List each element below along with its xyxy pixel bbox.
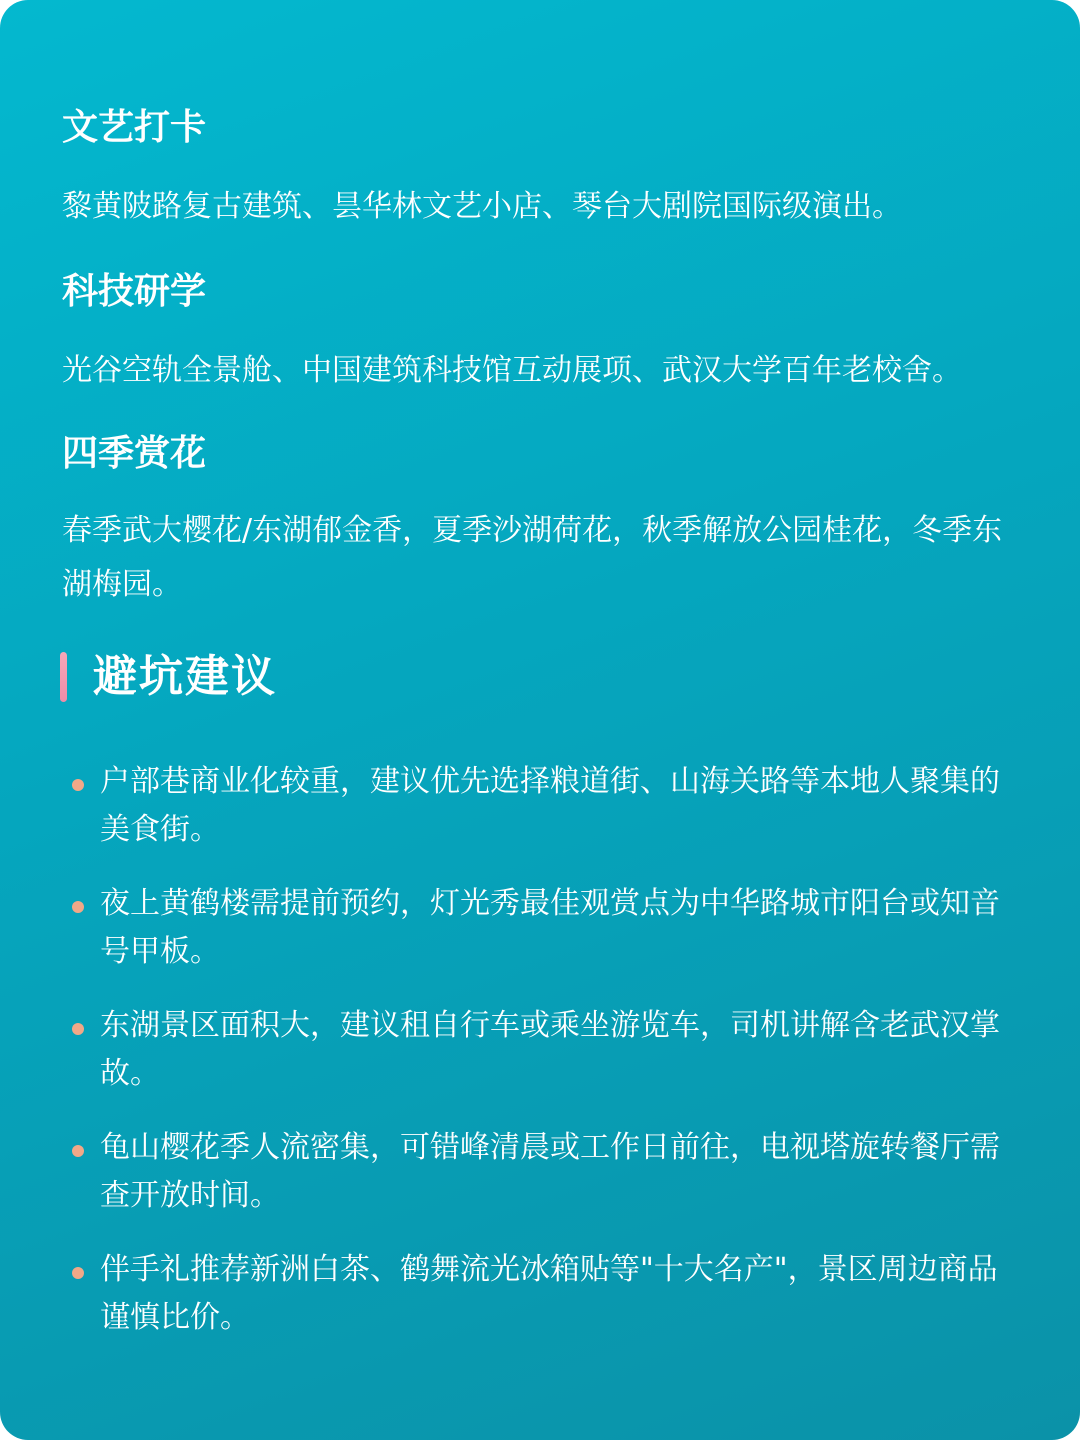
tip-item — [72, 1246, 1022, 1342]
section-title-tech: 科技研学 — [62, 271, 207, 312]
section-body-tech: 光谷空轨全景舱、中国建筑科技馆互动展项、武汉大学百年老校舍。 — [62, 353, 962, 388]
bullet-dot-icon — [72, 901, 84, 913]
tips-heading — [60, 648, 277, 706]
tip-text: 龟山樱花季人流密集，可错峰清晨或工作日前往，电视塔旋转餐厅需查开放时间。 — [100, 1130, 1000, 1213]
accent-bar — [60, 652, 67, 702]
section-body-arts: 黎黄陂路复古建筑、昙华林文艺小店、琴台大剧院国际级演出。 — [62, 189, 902, 224]
tip-text: 东湖景区面积大，建议租自行车或乘坐游览车，司机讲解含老武汉掌故。 — [100, 1008, 1000, 1091]
tip-item — [72, 1124, 1022, 1220]
bullet-dot-icon — [72, 1145, 84, 1157]
section-body-flowers: 春季武大樱花/东湖郁金香，夏季沙湖荷花，秋季解放公园桂花，冬季东湖梅园。 — [62, 513, 1003, 602]
tip-text: 户部巷商业化较重，建议优先选择粮道街、山海关路等本地人聚集的美食街。 — [100, 764, 1000, 847]
bullet-dot-icon — [72, 1023, 84, 1035]
bullet-dot-icon — [72, 779, 84, 791]
section-title-flowers: 四季赏花 — [62, 433, 207, 474]
section-title-arts: 文艺打卡 — [62, 107, 207, 148]
tip-text: 夜上黄鹤楼需提前预约，灯光秀最佳观赏点为中华路城市阳台或知音号甲板。 — [100, 886, 1000, 969]
tip-text: 伴手礼推荐新洲白茶、鹤舞流光冰箱贴等"十大名产"，景区周边商品谨慎比价。 — [100, 1252, 998, 1335]
tip-item — [72, 1002, 1022, 1098]
tips-title: 避坑建议 — [93, 651, 277, 702]
tip-item — [72, 880, 1022, 976]
bullet-dot-icon — [72, 1267, 84, 1279]
tip-item — [72, 758, 1022, 854]
